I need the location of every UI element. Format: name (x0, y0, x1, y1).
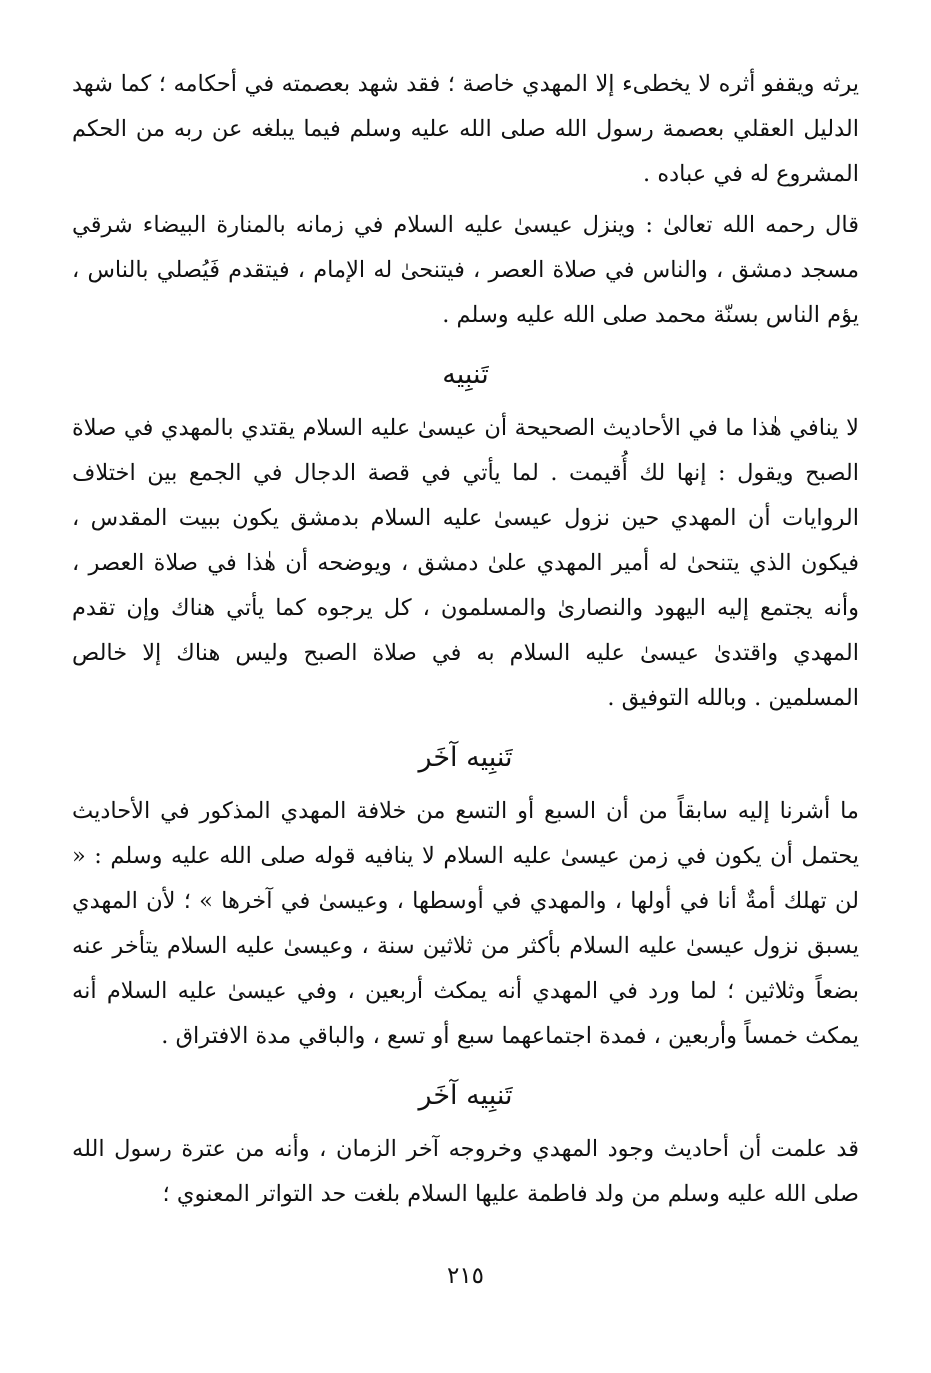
paragraph-tanbih-1: لا ينافي هٰذا ما في الأحاديث الصحيحة أن عيسىٰ عليه السلام يقتدي بالمهدي في صلاة الصبح ويقول : إنها لك أُقيمت . لما يأتي في قصة الدجال في الجمع بين اختلاف الروايات أن المهدي حين نزول عيسىٰ عليه السلام بدمشق يكون ببيت المقدس ، فيكون الذي يتنحىٰ له أمير المهدي علىٰ دمشق ، ويوضحه أن هٰذا في صلاة العصر ، وأنه يجتمع إليه اليهود والنصارىٰ والمسلمون ، كل يرجوه كما يأتي هناك وإن تقدم المهدي واقتدىٰ عيسىٰ عليه السلام به في صلاة الصبح وليس هناك إلا خالص المسلمين . وبالله التوفيق . (72, 415, 859, 711)
section-heading-tanbih-akhar-2: تَنبِيه آخَر (418, 1080, 513, 1111)
paragraph-tanbih-3: قد علمت أن أحاديث وجود المهدي وخروجه آخر الزمان ، وأنه من عترة رسول الله صلى الله عليه وسلم من ولد فاطمة عليها السلام بلغت حد التواتر المعنوي ؛ (72, 1136, 859, 1207)
section-heading-tanbih-akhar-1: تَنبِيه آخَر (418, 742, 513, 773)
page-number: ٢١٥ (446, 1263, 485, 1289)
paragraph-tanbih-2: ما أشرنا إليه سابقاً من أن السبع أو التسع من خلافة المهدي المذكور في الأحاديث يحتمل أن يكون في زمن عيسىٰ عليه السلام لا ينافيه قوله صلى الله عليه وسلم : « لن تهلك أمةٌ أنا في أولها ، والمهدي في أوسطها ، وعيسىٰ في آخرها » ؛ لأن المهدي يسبق نزول عيسىٰ عليه السلام بأكثر من ثلاثين سنة ، وعيسىٰ عليه السلام يتأخر عنه بضعاً وثلاثين ؛ لما ورد في المهدي أنه يمكث أربعين ، وفي عيسىٰ عليه السلام أنه يمكث خمساً وأربعين ، فمدة اجتماعهما سبع أو تسع ، والباقي مدة الافتراق . (72, 798, 859, 1049)
paragraph-continuation: يرثه ويقفو أثره لا يخطىء إلا المهدي خاصة ؛ فقد شهد بعصمته في أحكامه ؛ كما شهد الدليل العقلي بعصمة رسول الله صلى الله عليه وسلم فيما يبلغه عن ربه من الحكم المشروع له في عباده . (72, 71, 859, 187)
section-heading-tanbih: تَنبِيه (442, 359, 489, 390)
paragraph-quote: قال رحمه الله تعالىٰ : وينزل عيسىٰ عليه السلام في زمانه بالمنارة البيضاء شرقي مسجد دمشق ، والناس في صلاة العصر ، فيتنحىٰ له الإمام ، فيتقدم فَيُصلي بالناس ، يؤم الناس بسنّة محمد صلى الله عليه وسلم . (72, 212, 859, 328)
